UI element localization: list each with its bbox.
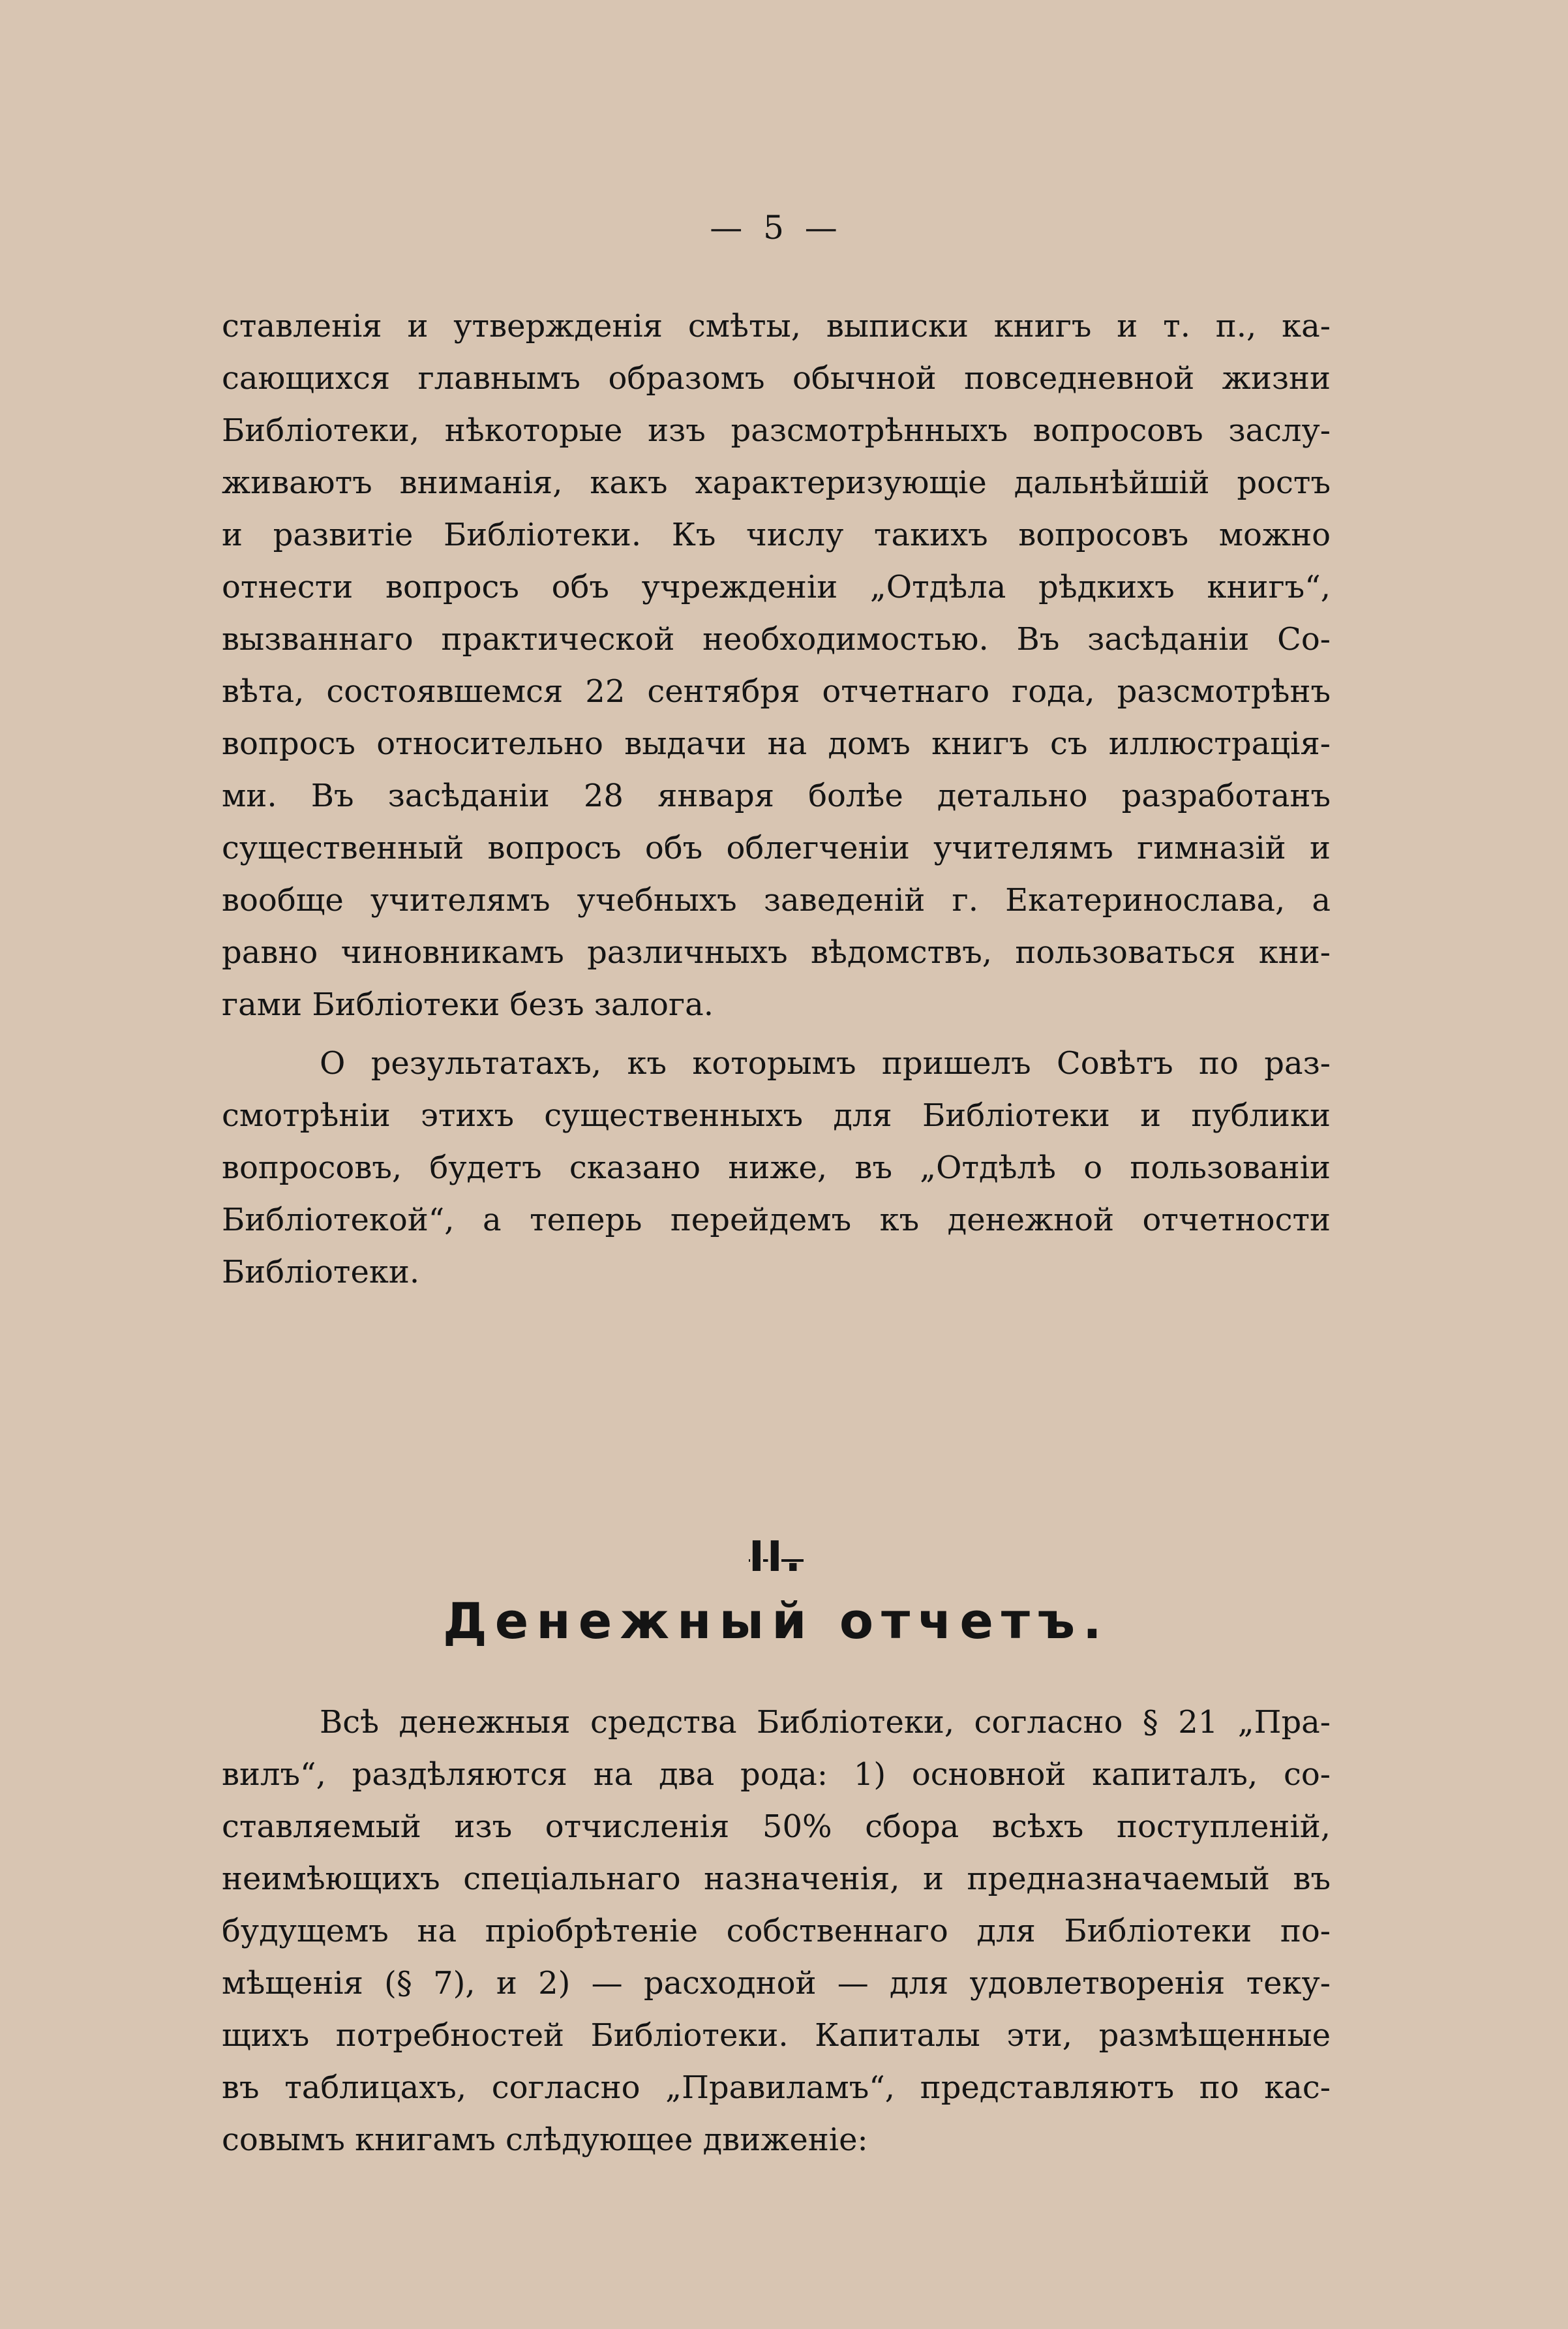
text-line: ставляемый изъ отчисленія 50% сбора всѣхъ поступленій, xyxy=(222,1808,1331,1845)
text-line: отнести вопросъ объ учрежденіи „Отдѣла рѣдкихъ книгъ“, xyxy=(222,569,1331,605)
text-line: будущемъ на пріобрѣтеніе собственнаго для Библіотеки по- xyxy=(222,1913,1331,1949)
text-line: гами Библіотеки безъ залога. xyxy=(222,986,714,1023)
paragraph-council-questions xyxy=(222,300,1331,1031)
text-line: щихъ потребностей Библіотеки. Капиталы эти, размѣщенные xyxy=(222,2017,1331,2054)
text-line: Библіотеки, нѣкоторые изъ разсмотрѣнныхъ вопросовъ заслу- xyxy=(222,412,1331,449)
text-line: Библіотеки. xyxy=(222,1254,420,1290)
text-line: вопросъ относительно выдачи на домъ книгъ съ иллюстрація- xyxy=(222,725,1331,762)
text-line: живаютъ вниманія, какъ характеризующіе дальнѣйшій ростъ xyxy=(222,464,1331,501)
text-line: вѣта, состоявшемся 22 сентября отчетнаго года, разсмотрѣнъ xyxy=(222,673,1331,710)
text-line: вопросовъ, будетъ сказано ниже, въ „Отдѣлѣ о пользованіи xyxy=(222,1149,1331,1186)
text-line: вилъ“, раздѣляются на два рода: 1) основной капиталъ, со- xyxy=(222,1756,1331,1793)
text-line: смотрѣніи этихъ существенныхъ для Библіотеки и публики xyxy=(222,1097,1331,1134)
paragraph-results xyxy=(222,1037,1331,1298)
text-line: Всѣ денежныя средства Библіотеки, согласно § 21 „Пра- xyxy=(320,1704,1331,1741)
text-line: О результатахъ, къ которымъ пришелъ Совѣтъ по раз- xyxy=(320,1045,1331,1082)
text-line: ставленія и утвержденія смѣты, выписки книгъ и т. п., ка- xyxy=(222,308,1331,344)
text-line: неимѣющихъ спеціальнаго назначенія, и предназначаемый въ xyxy=(222,1861,1331,1897)
section-number: II. xyxy=(749,1533,804,1581)
text-line: мѣщенія (§ 7), и 2) — расходной — для удовлетворенія теку- xyxy=(222,1965,1331,2002)
text-line: ми. Въ засѣданіи 28 января болѣе детально разработанъ xyxy=(222,778,1331,814)
page-number: — 5 — xyxy=(710,209,843,247)
text-line: сающихся главнымъ образомъ обычной повседневной жизни xyxy=(222,360,1331,397)
text-line: совымъ книгамъ слѣдующее движеніе: xyxy=(222,2122,868,2158)
text-line: вообще учителямъ учебныхъ заведеній г. Екатеринослава, а xyxy=(222,882,1331,919)
text-line: въ таблицахъ, согласно „Правиламъ“, представляютъ по кас- xyxy=(222,2069,1331,2106)
document-page xyxy=(222,196,1331,2251)
text-line: равно чиновникамъ различныхъ вѣдомствъ, пользоваться кни- xyxy=(222,934,1331,971)
text-line: существенный вопросъ объ облегченіи учителямъ гимназій и xyxy=(222,830,1331,866)
section-title: Денежный отчетъ. xyxy=(443,1592,1109,1650)
text-line: и развитіе Библіотеки. Къ числу такихъ вопросовъ можно xyxy=(222,517,1331,553)
paragraph-funds xyxy=(222,1696,1331,2166)
text-line: вызваннаго практической необходимостью. Въ засѣданіи Со- xyxy=(222,621,1331,658)
text-line: Библіотекой“, а теперь перейдемъ къ денежной отчетности xyxy=(222,1202,1331,1238)
